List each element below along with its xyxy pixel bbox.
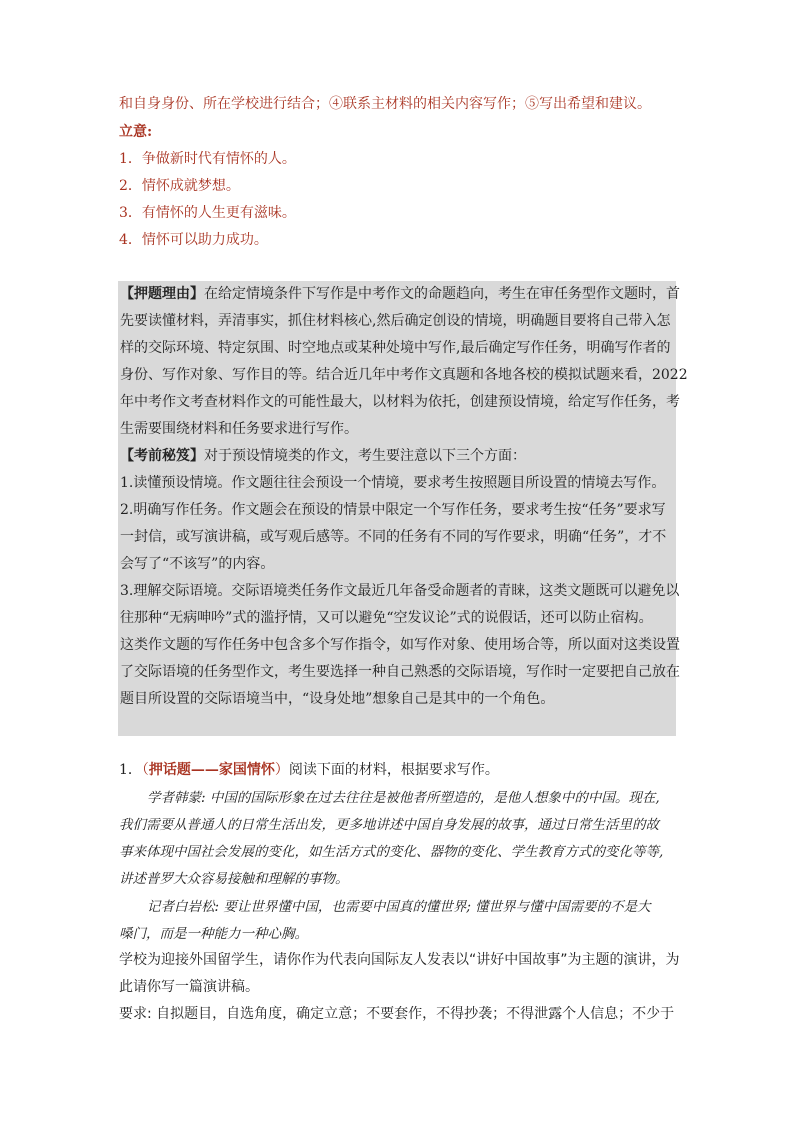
tips-line-3: 一封信，或写演讲稿，或写观后感等。不同的任务有不同的写作要求，明确“任务”，才不: [120, 529, 667, 545]
tips-line-2: 2.明确写作任务。作文题会在预设的情景中限定一个写作任务，要求考生按“任务”要求写: [120, 502, 666, 518]
material1-line-4: 讲述普罗大众容易接触和理解的事物。: [119, 871, 349, 887]
reason-line-4: 身份、写作对象、写作目的等。结合近几年中考作文真题和各地各校的模拟试题来看，2022: [120, 367, 688, 383]
material2-line-1: 记者白岩松: 要让世界懂中国，也需要中国真的懂世界; 懂世界与懂中国需要的不是大: [147, 899, 651, 915]
reason-line-2: 先要读懂材料，弄清事实，抓住材料核心,然后确定创设的情境，明确题目要将自己带入怎: [120, 313, 671, 329]
question-number: 1．: [119, 762, 142, 778]
tips-line-1: 1.读懂预设情境。作文题往往会预设一个情境，要求考生按照题目所设置的情境去写作。: [120, 475, 666, 491]
task-line-3: 要求: 自拟题目，自选角度，确定立意；不要套作，不得抄袭；不得泄露个人信息；不少于: [119, 1006, 675, 1022]
question-topic: 押话题——家国情怀: [148, 762, 275, 778]
material2-line-2: 嗓门，而是一种能力一种心胸。: [119, 926, 308, 942]
tips-intro-line: 【考前秘笈】对于预设情境类的作文，考生要注意以下三个方面：: [120, 448, 526, 464]
material1-line-2: 我们需要从普通人的日常生活出发，更多地讲述中国自身发展的故事，通过日常生活里的故: [119, 817, 659, 833]
tips-tag: 【考前秘笈】: [120, 448, 204, 464]
tips-line-7: 这类作文题的写作任务中包含多个写作指令，如写作对象、使用场合等，所以面对这类设置: [120, 637, 680, 653]
reason-line-5: 年中考作文考查材料作文的可能性最大，以材料为依托，创建预设情境，给定写作任务，考: [120, 394, 680, 410]
question-heading: 1．（押话题——家国情怀）阅读下面的材料，根据要求写作。: [119, 762, 499, 778]
reason-line-1: 【押题理由】在给定情境条件下写作是中考作文的命题趋向，考生在审任务型作文题时，首: [120, 286, 680, 302]
reason-line-6: 生需要围绕材料和任务要求进行写作。: [120, 421, 358, 437]
question-instruction: 阅读下面的材料，根据要求写作。: [288, 762, 499, 778]
material1-line-1: 学者韩蒙: 中国的国际形象在过去往往是被他者所塑造的，是他人想象中的中国。现在,: [147, 790, 660, 806]
material1-line-3: 事来体现中国社会发展的变化，如生活方式的变化、器物的变化、学生教育方式的变化等等,: [119, 844, 664, 860]
reason-tag: 【押题理由】: [120, 286, 204, 302]
liyi-point-1: 1．争做新时代有情怀的人。: [119, 151, 296, 167]
liyi-label: 立意:: [119, 124, 153, 140]
hint-line: 和自身身份、所在学校进行结合；④联系主材料的相关内容写作；⑤写出希望和建议。: [119, 96, 651, 112]
liyi-point-4: 4．情怀可以助力成功。: [119, 232, 268, 248]
tips-line-4: 会写了“不该写”的内容。: [120, 556, 275, 572]
tips-line-8: 了交际语境的任务型作文，考生要选择一种自己熟悉的交际语境，写作时一定要把自己放在: [120, 664, 680, 680]
liyi-point-2: 2．情怀成就梦想。: [119, 178, 240, 194]
tips-line-9: 题目所设置的交际语境当中，“设身处地”想象自己是其中的一个角色。: [120, 691, 555, 707]
task-line-1: 学校为迎接外国留学生，请你作为代表向国际友人发表以“讲好中国故事”为主题的演讲，为: [119, 952, 680, 968]
liyi-point-3: 3．有情怀的人生更有滋味。: [119, 205, 296, 221]
task-line-2: 此请你写一篇演讲稿。: [119, 979, 259, 995]
reason-line-3: 样的交际环境、特定氛围、时空地点或某种处境中写作,最后确定写作任务，明确写作者的: [120, 340, 671, 356]
tips-line-6: 往那种“无病呻吟”式的滥抒情，又可以避免“空发议论”式的说假话，还可以防止宿构。: [120, 610, 653, 626]
analysis-box: [118, 281, 688, 736]
tips-line-5: 3.理解交际语境。交际语境类任务作文最近几年备受命题者的青睐，这类文题既可以避免以: [120, 583, 680, 599]
